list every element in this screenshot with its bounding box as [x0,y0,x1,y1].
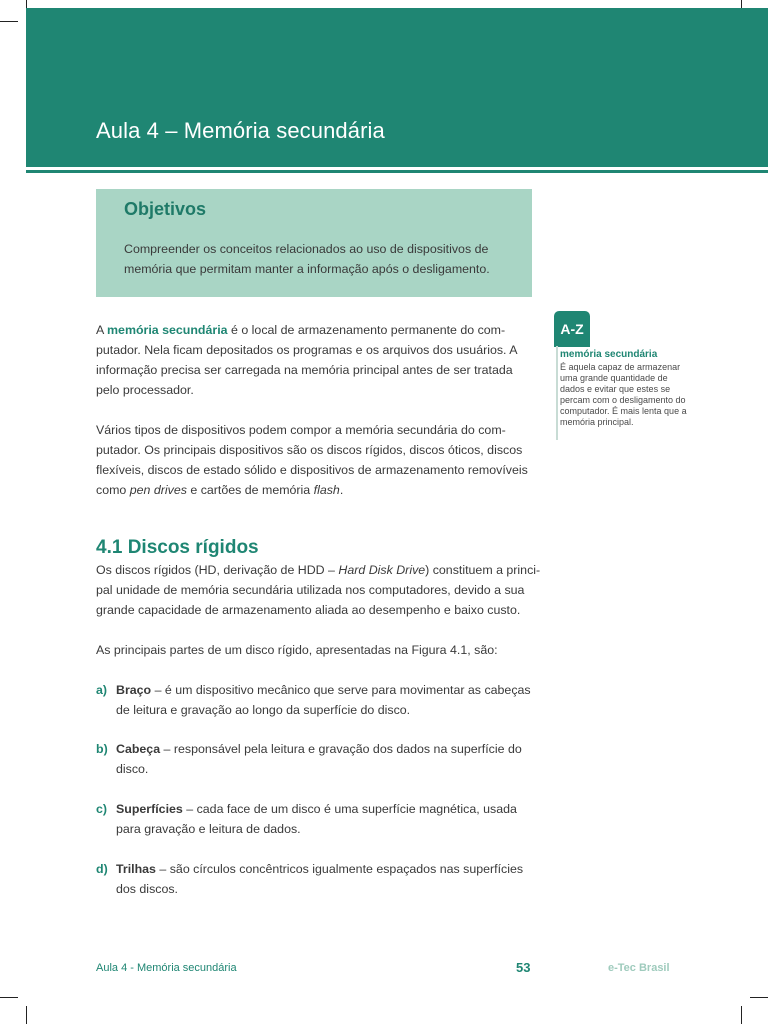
list-line [116,859,523,879]
list-item [96,739,536,779]
text-run: – é um dispositivo mecânico que serve para movimentar as cabeças [151,683,531,697]
section-paragraph-2 [96,640,536,660]
text-run: como [96,483,130,497]
text-run: ) constituem a princi- [425,563,541,577]
paragraph-line: pelo processador. [96,383,194,397]
list-line: para gravação e leitura de dados. [116,822,301,836]
section-paragraph-1 [96,560,541,620]
list-term: Cabeça [116,742,161,756]
header-divider [26,170,768,173]
crop-mark-bottom-right-v [741,1006,742,1024]
list-line: disco. [116,762,149,776]
glossary-term: memória secundária [107,323,228,337]
italic-term: Hard Disk Drive [338,563,426,577]
text-run: é o local de armazenamento permanente do com- [227,323,506,337]
list-item [96,680,536,720]
section-heading: 4.1 Discos rígidos [96,537,259,558]
crop-mark-top-left-h [0,21,18,22]
list-line [116,799,517,819]
paragraph-line: putador. Nela ficam depositados os programas e os arquivos dos usuários. A [96,343,518,357]
list-line: dos discos. [116,882,178,896]
paragraph-line: informação precisa ser carregada na memória principal antes de ser tratada [96,363,513,377]
list-body [116,859,523,899]
list-line: de leitura e gravação ao longo da superfície do disco. [116,703,411,717]
list-marker: a) [96,683,108,697]
paragraph-line [96,320,536,340]
glossary-line: É aquela capaz de armazenar [560,362,681,372]
list-body [116,799,517,839]
chapter-title: Aula 4 – Memória secundária [96,118,385,143]
list-term: Superfícies [116,802,183,816]
list-body [116,680,531,720]
intro-paragraph-2 [96,420,536,500]
text-run: – cada face de um disco é uma superfície magnética, usada [182,802,517,816]
crop-mark-bottom-left-v [26,1006,27,1024]
page-number: 53 [516,960,531,975]
list-line [116,739,522,759]
paragraph-line [96,480,536,500]
glossary-line: dados e evitar que estes se [560,384,671,394]
text-run: Os discos rígidos (HD, derivação de HDD – [96,563,339,577]
crop-mark-bottom-left-h [0,997,18,998]
glossary-definition [560,362,700,428]
text-run: – responsável pela leitura e gravação dos dados na superfície do [160,742,522,756]
footer-brand: e-Tec Brasil [608,962,670,974]
text-run: A [96,323,108,337]
glossary-term-title: memória secundária [560,349,658,360]
glossary-line: computador. É mais lenta que a [560,406,687,416]
paragraph-line: putador. Os principais dispositivos são os discos rígidos, discos óticos, discos [96,443,523,457]
objectives-title: Objetivos [124,199,207,219]
paragraph-line: flexíveis, discos de estado sólido e dispositivos de armazenamento removíveis [96,463,528,477]
list-marker: c) [96,802,108,816]
objectives-text [124,239,519,279]
paragraph-line [96,560,541,580]
paragraph-line: As principais partes de um disco rígido, apresentadas na Figura 4.1, são: [96,643,498,657]
glossary-divider [556,346,558,440]
list-item [96,859,536,899]
list-term: Braço [116,683,152,697]
text-run: e cartões de memória [186,483,314,497]
intro-paragraph-1 [96,320,536,400]
text-run: – são círculos concêntricos igualmente espaçados nas superfícies [155,862,524,876]
list-line [116,680,531,700]
list-body [116,739,522,779]
glossary-line: percam com o desligamento do [560,395,686,405]
list-marker: d) [96,862,108,876]
list-marker: b) [96,742,108,756]
list-term: Trilhas [116,862,156,876]
paragraph-line: pal unidade de memória secundária utilizada nos computadores, devido a sua [96,583,525,597]
objectives-line: Compreender os conceitos relacionados ao uso de dispositivos de [124,242,489,256]
paragraph-line: Vários tipos de dispositivos podem compor a memória secundária do com- [96,423,506,437]
glossary-badge: A-Z [554,311,590,347]
objectives-line: memória que permitam manter a informação após o desligamento. [124,262,490,276]
crop-mark-bottom-right-h [750,997,768,998]
italic-term: flash [313,483,340,497]
text-run: . [339,483,344,497]
objectives-box [96,189,532,297]
glossary-line: memória principal. [560,417,634,427]
footer-chapter-label: Aula 4 - Memória secundária [96,962,237,974]
paragraph-line: grande capacidade de armazenamento aliada ao desempenho e baixo custo. [96,603,521,617]
list-item [96,799,536,839]
italic-term: pen drives [129,483,187,497]
glossary-line: uma grande quantidade de [560,373,668,383]
